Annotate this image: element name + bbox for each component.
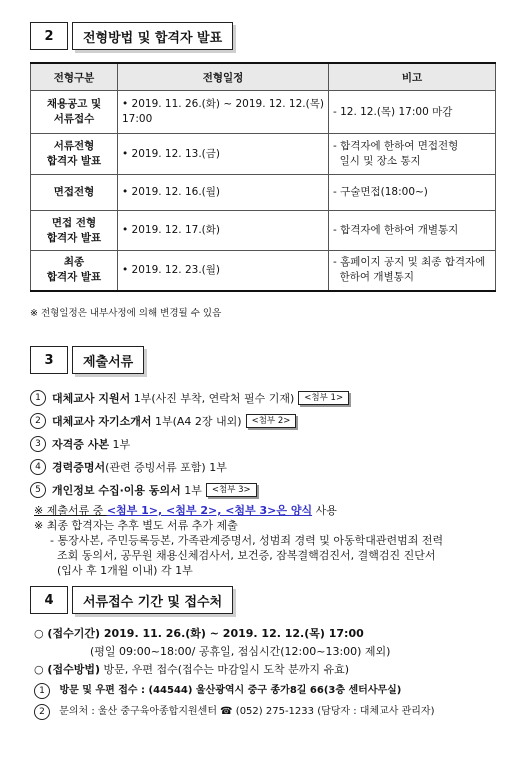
attachment-tag: <첨부 1> (298, 391, 349, 405)
document-name: 개인정보 수집·이용 동의서 (52, 483, 181, 497)
document-item (30, 432, 500, 455)
document-name: 대체교사 지원서 (52, 391, 131, 405)
section-2-header (30, 22, 233, 50)
section-4-header (30, 586, 233, 614)
header-date: 전형일정 (118, 63, 329, 91)
cell-note: - 홈페이지 공지 및 최종 합격자에 한하여 개별통지 (328, 251, 495, 291)
cell-date: • 2019. 11. 26.(화) ~ 2019. 12. 12.(목) 17:00 (118, 91, 329, 134)
cell-note: - 합격자에 한하여 개별통지 (328, 211, 495, 251)
attachment-tag: <첨부 2> (246, 414, 297, 428)
cell-stage: 최종 합격자 발표 (31, 251, 118, 291)
cell-note: - 합격자에 한하여 면접전형 일시 및 장소 통지 (328, 134, 495, 175)
circled-number: 3 (30, 436, 46, 452)
cell-date: • 2019. 12. 16.(월) (118, 175, 329, 211)
cell-stage: 면접 전형 합격자 발표 (31, 211, 118, 251)
table-row (31, 175, 496, 211)
cell-stage: 채용공고 및 서류접수 (31, 91, 118, 134)
schedule-table (30, 62, 496, 292)
document-detail: (관련 증빙서류 포함) 1부 (105, 460, 227, 474)
document-item (30, 478, 500, 501)
table-row (31, 91, 496, 134)
document-name: 대체교사 자기소개서 (52, 414, 152, 428)
document-item (30, 455, 500, 478)
section-number: 4 (30, 586, 68, 614)
circled-number: 5 (30, 482, 46, 498)
attachment-reference: ※ 제출서류 중 <첨부 1>, <첨부 2>, <첨부 3>은 양식 사용 (34, 504, 337, 517)
document-name: 경력증명서 (52, 460, 106, 474)
attachment-tag: <첨부 3> (206, 483, 257, 497)
section-number: 2 (30, 22, 68, 50)
document-detail: 1부 (180, 483, 202, 497)
cell-date: • 2019. 12. 17.(화) (118, 211, 329, 251)
reception-period: ○ (접수기간) 2019. 11. 26.(화) ~ 2019. 12. 12.(목) 17:00 (34, 627, 364, 640)
cell-date: • 2019. 12. 23.(월) (118, 251, 329, 291)
reception-contact: 2 문의처 : 울산 중구육아종합지원센터 ☎ (052) 275-1233 (담당자 : 대체교사 관리자) (34, 703, 504, 721)
document-detail: 1부(A4 2장 내외) (151, 414, 242, 428)
header-note: 비고 (328, 63, 495, 91)
document-item (30, 386, 500, 409)
cell-note: - 12. 12.(목) 17:00 마감 (328, 91, 495, 134)
section-title: 전형방법 및 합격자 발표 (72, 22, 233, 50)
circled-number: 1 (34, 683, 50, 699)
extra-doc-line: (입사 후 1개월 이내) 각 1부 (50, 564, 193, 577)
reception-method: ○ (접수방법) 방문, 우편 접수(접수는 마감일시 도착 분까지 유효) (34, 663, 350, 676)
cell-note: - 구술면접(18:00~) (328, 175, 495, 211)
extra-docs-title: ※ 최종 합격자는 추후 별도 서류 추가 제출 (34, 519, 238, 532)
circled-number: 2 (34, 704, 50, 720)
reception-info (34, 625, 504, 721)
circled-number: 1 (30, 390, 46, 406)
extra-doc-line: 조회 동의서, 공무원 채용신체검사서, 보건증, 잠복결핵검진서, 결핵검진 진단서 (50, 549, 436, 562)
table-row (31, 251, 496, 291)
reception-address: 1 방문 및 우편 접수 : (44544) 울산광역시 중구 종가8길 66(3층 센터사무실) (34, 682, 504, 700)
attachment-forms: <첨부 1>, <첨부 2>, <첨부 3>은 양식 (106, 504, 313, 517)
extra-doc-line: - 통장사본, 주민등록등본, 가족관계증명서, 성범죄 경력 및 아동학대관련범죄 전력 (50, 534, 444, 547)
circled-number: 4 (30, 459, 46, 475)
reception-period-note: (평일 09:00~18:00/ 공휴일, 점심시간(12:00~13:00) 제외) (90, 645, 391, 658)
cell-stage: 면접전형 (31, 175, 118, 211)
header-stage: 전형구분 (31, 63, 118, 91)
cell-stage: 서류전형 합격자 발표 (31, 134, 118, 175)
table-row (31, 211, 496, 251)
document-list (30, 386, 500, 578)
section-title: 서류접수 기간 및 접수처 (72, 586, 233, 614)
schedule-footnote: ※ 전형일정은 내부사정에 의해 변경될 수 있음 (30, 308, 222, 319)
table-header-row (31, 63, 496, 91)
table-row (31, 134, 496, 175)
document-detail: 1부(사진 부착, 연락처 필수 기재) (130, 391, 295, 405)
document-item (30, 409, 500, 432)
section-title: 제출서류 (72, 346, 144, 374)
section-number: 3 (30, 346, 68, 374)
document-detail: 1부 (108, 437, 131, 451)
cell-date: • 2019. 12. 13.(금) (118, 134, 329, 175)
document-name: 자격증 사본 (52, 437, 109, 451)
section-3-header (30, 346, 144, 374)
circled-number: 2 (30, 413, 46, 429)
